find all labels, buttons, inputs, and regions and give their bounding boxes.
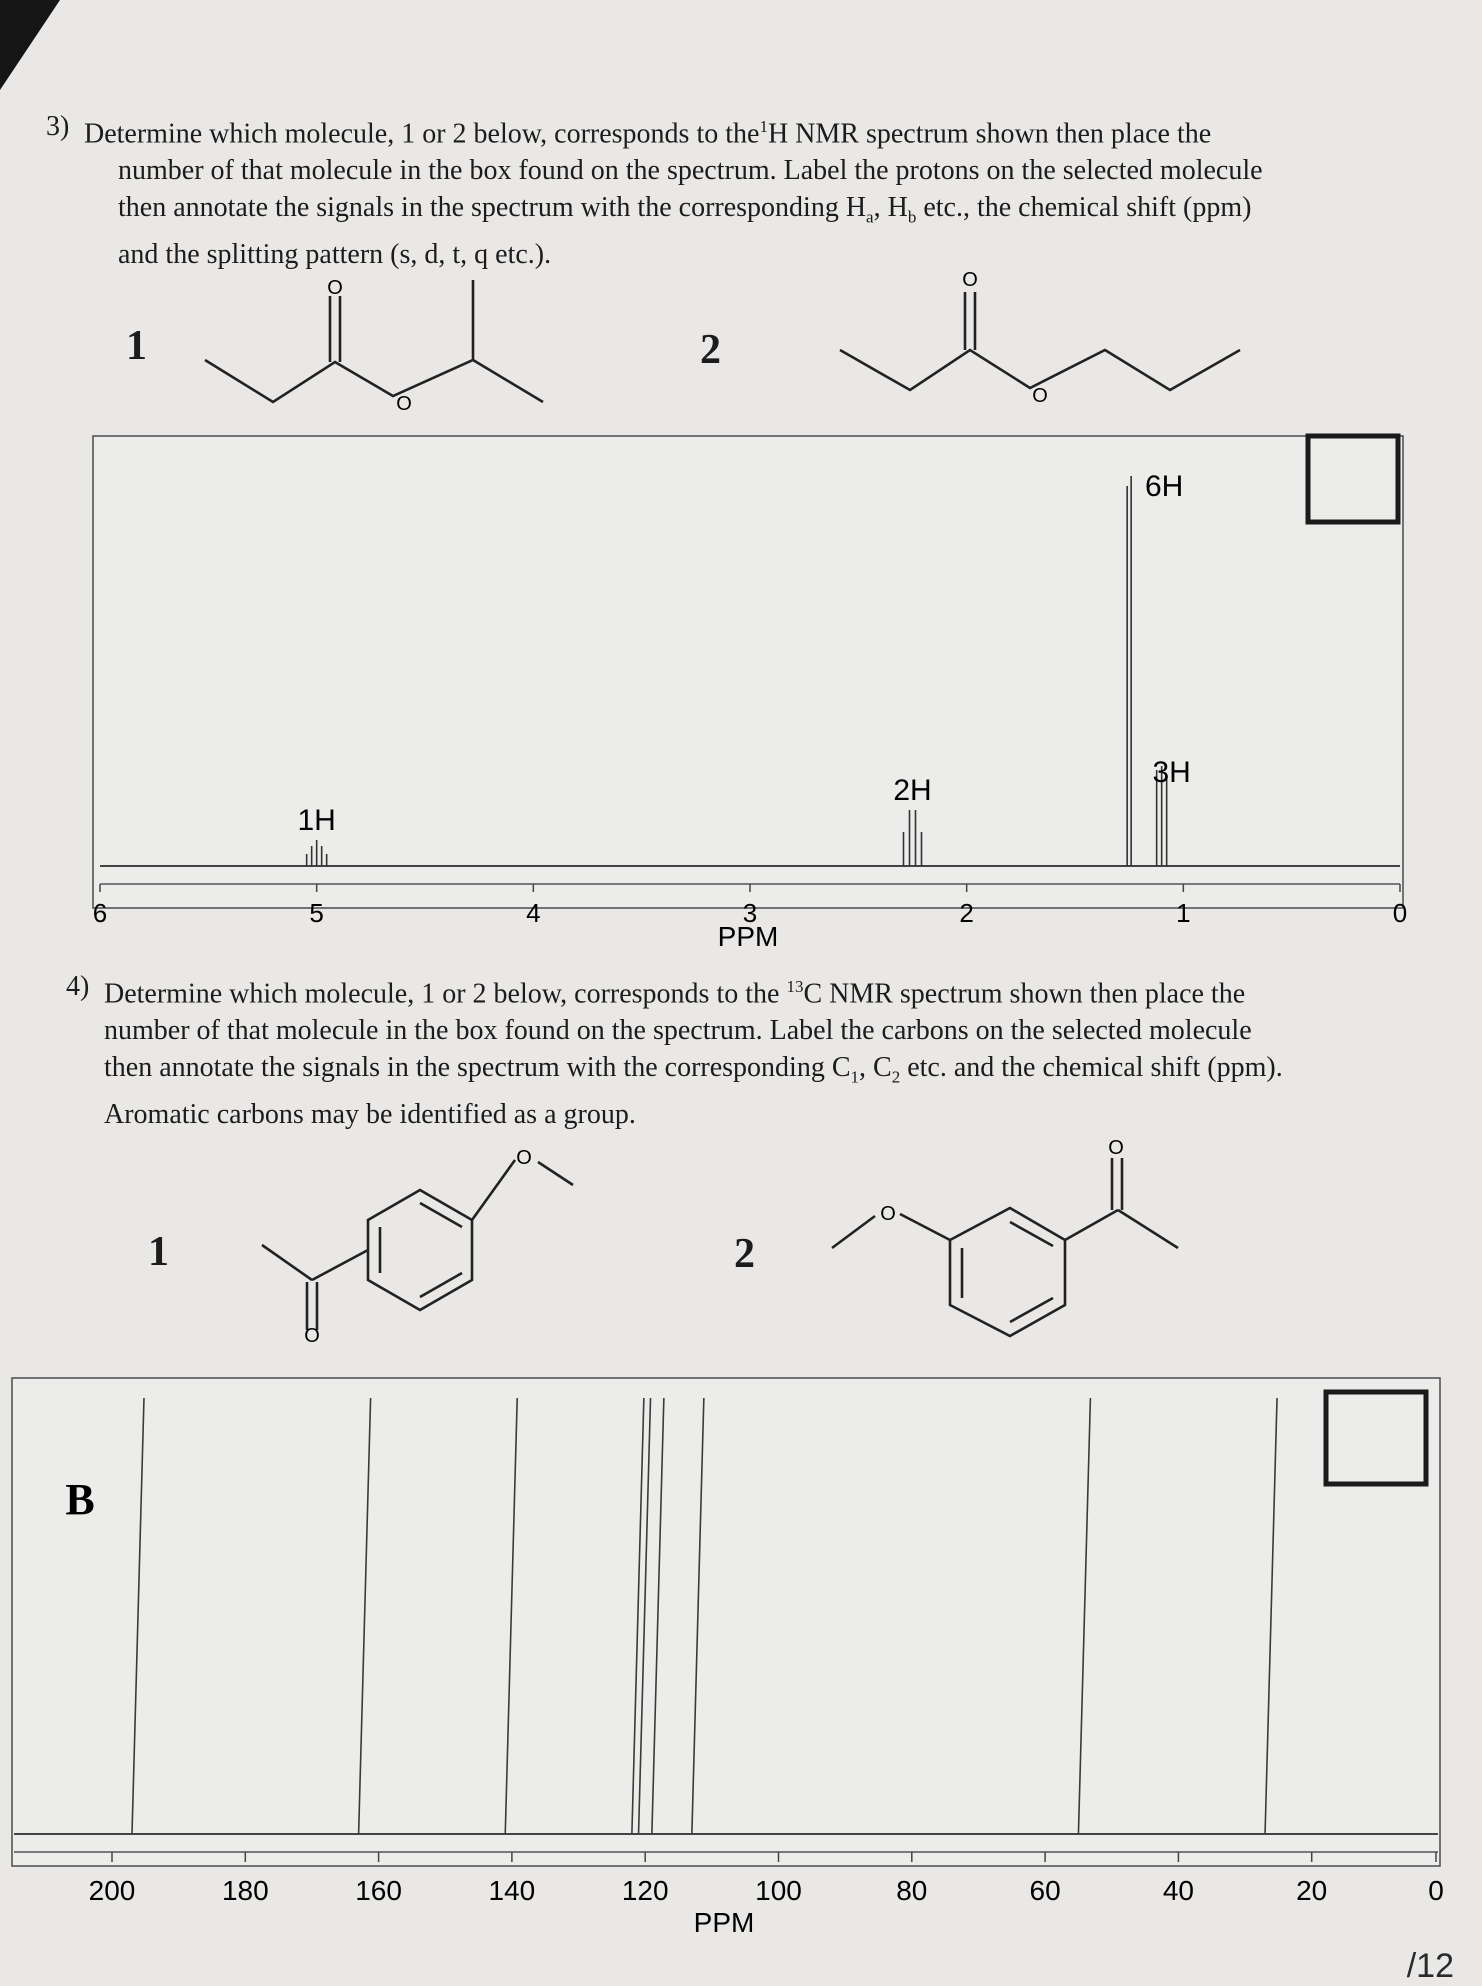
h-nmr-integration-label: 2H	[893, 774, 932, 807]
h-nmr-tick-label: 6	[92, 898, 108, 928]
q3-molecule-2-label: 2	[700, 327, 721, 373]
h-nmr-tick-label: 0	[1392, 898, 1408, 928]
h-nmr-tick-label: 5	[309, 898, 324, 928]
h-nmr-tick-label: 4	[526, 898, 541, 928]
question-4-line-4: Aromatic carbons may be identified as a group.	[104, 1098, 636, 1130]
c-nmr-tick-label: 60	[1029, 1875, 1061, 1906]
c-nmr-tick-label: 140	[488, 1875, 536, 1906]
question-3-line-4: and the splitting pattern (s, d, t, q etc.).	[118, 238, 552, 270]
h-nmr-integration-label: 3H	[1152, 756, 1191, 789]
q4-mol1-carbonyl-oxygen: O	[304, 1325, 320, 1347]
c-nmr-tick-label: 120	[621, 1875, 669, 1906]
q3-mol1-ester-oxygen: O	[396, 393, 412, 415]
c-nmr-tick-label: 200	[88, 1875, 136, 1906]
q4-molecule-1-label: 1	[148, 1229, 169, 1275]
question-3-line-3: then annotate the signals in the spectrum with the corresponding $H_a$, $H_b$ etc., the chemical shift (ppm)	[118, 192, 1252, 227]
h-nmr-tick-label: 2	[959, 898, 974, 928]
q3-mol2-carbonyl-oxygen: O	[962, 269, 978, 291]
h-nmr-integration-label: 1H	[297, 804, 336, 837]
c-nmr-tick-label: 80	[896, 1875, 928, 1906]
q4-mol2-ether-oxygen: O	[880, 1203, 896, 1225]
question-4-line-1: Determine which molecule, 1 or 2 below, corresponds to the $^{13}$C NMR spectrum shown then place the	[104, 977, 1246, 1010]
q4-molecule-2-label: 2	[734, 1231, 755, 1277]
question-4-number: 4)	[66, 971, 90, 1002]
q4-mol2-carbonyl-oxygen: O	[1108, 1137, 1124, 1159]
c-nmr-frame	[12, 1378, 1440, 1866]
h-nmr-integration-label: 6H	[1144, 470, 1184, 503]
c-nmr-tick-label: 40	[1162, 1875, 1194, 1906]
c-nmr-xlabel: PPM	[693, 1907, 755, 1938]
q3-mol2-ester-oxygen: O	[1032, 385, 1048, 407]
c-nmr-tick-label: 180	[221, 1875, 269, 1906]
q4-mol1-ether-oxygen: O	[516, 1147, 532, 1169]
c-nmr-tick-label: 0	[1428, 1875, 1444, 1906]
c-nmr-spectrum-label: B	[65, 1475, 95, 1524]
question-3-line-1: Determine which molecule, 1 or 2 below, corresponds to the$^1$H NMR spectrum shown then place the	[84, 117, 1212, 150]
question-4-line-2: number of that molecule in the box found on the spectrum. Label the carbons on the selected molecule	[104, 1015, 1252, 1047]
h-nmr-tick-label: 3	[742, 898, 758, 928]
q3-molecule-1-label: 1	[126, 323, 147, 369]
question-3-number: 3)	[46, 111, 70, 142]
c-nmr-tick-label: 100	[755, 1875, 802, 1906]
h-nmr-xlabel: PPM	[717, 921, 779, 952]
c-nmr-tick-label: 20	[1296, 1875, 1328, 1906]
c-nmr-tick-label: 160	[355, 1875, 402, 1906]
question-4-line-3: then annotate the signals in the spectrum with the corresponding $C_1$, $C_2$ etc. and the chemical shift (ppm).	[104, 1052, 1283, 1087]
q3-mol1-carbonyl-oxygen: O	[327, 277, 343, 299]
question-3-line-2: number of that molecule in the box found on the spectrum. Label the protons on the selected molecule	[118, 155, 1263, 187]
h-nmr-tick-label: 1	[1176, 898, 1191, 928]
page-number: /12	[1406, 1947, 1454, 1985]
